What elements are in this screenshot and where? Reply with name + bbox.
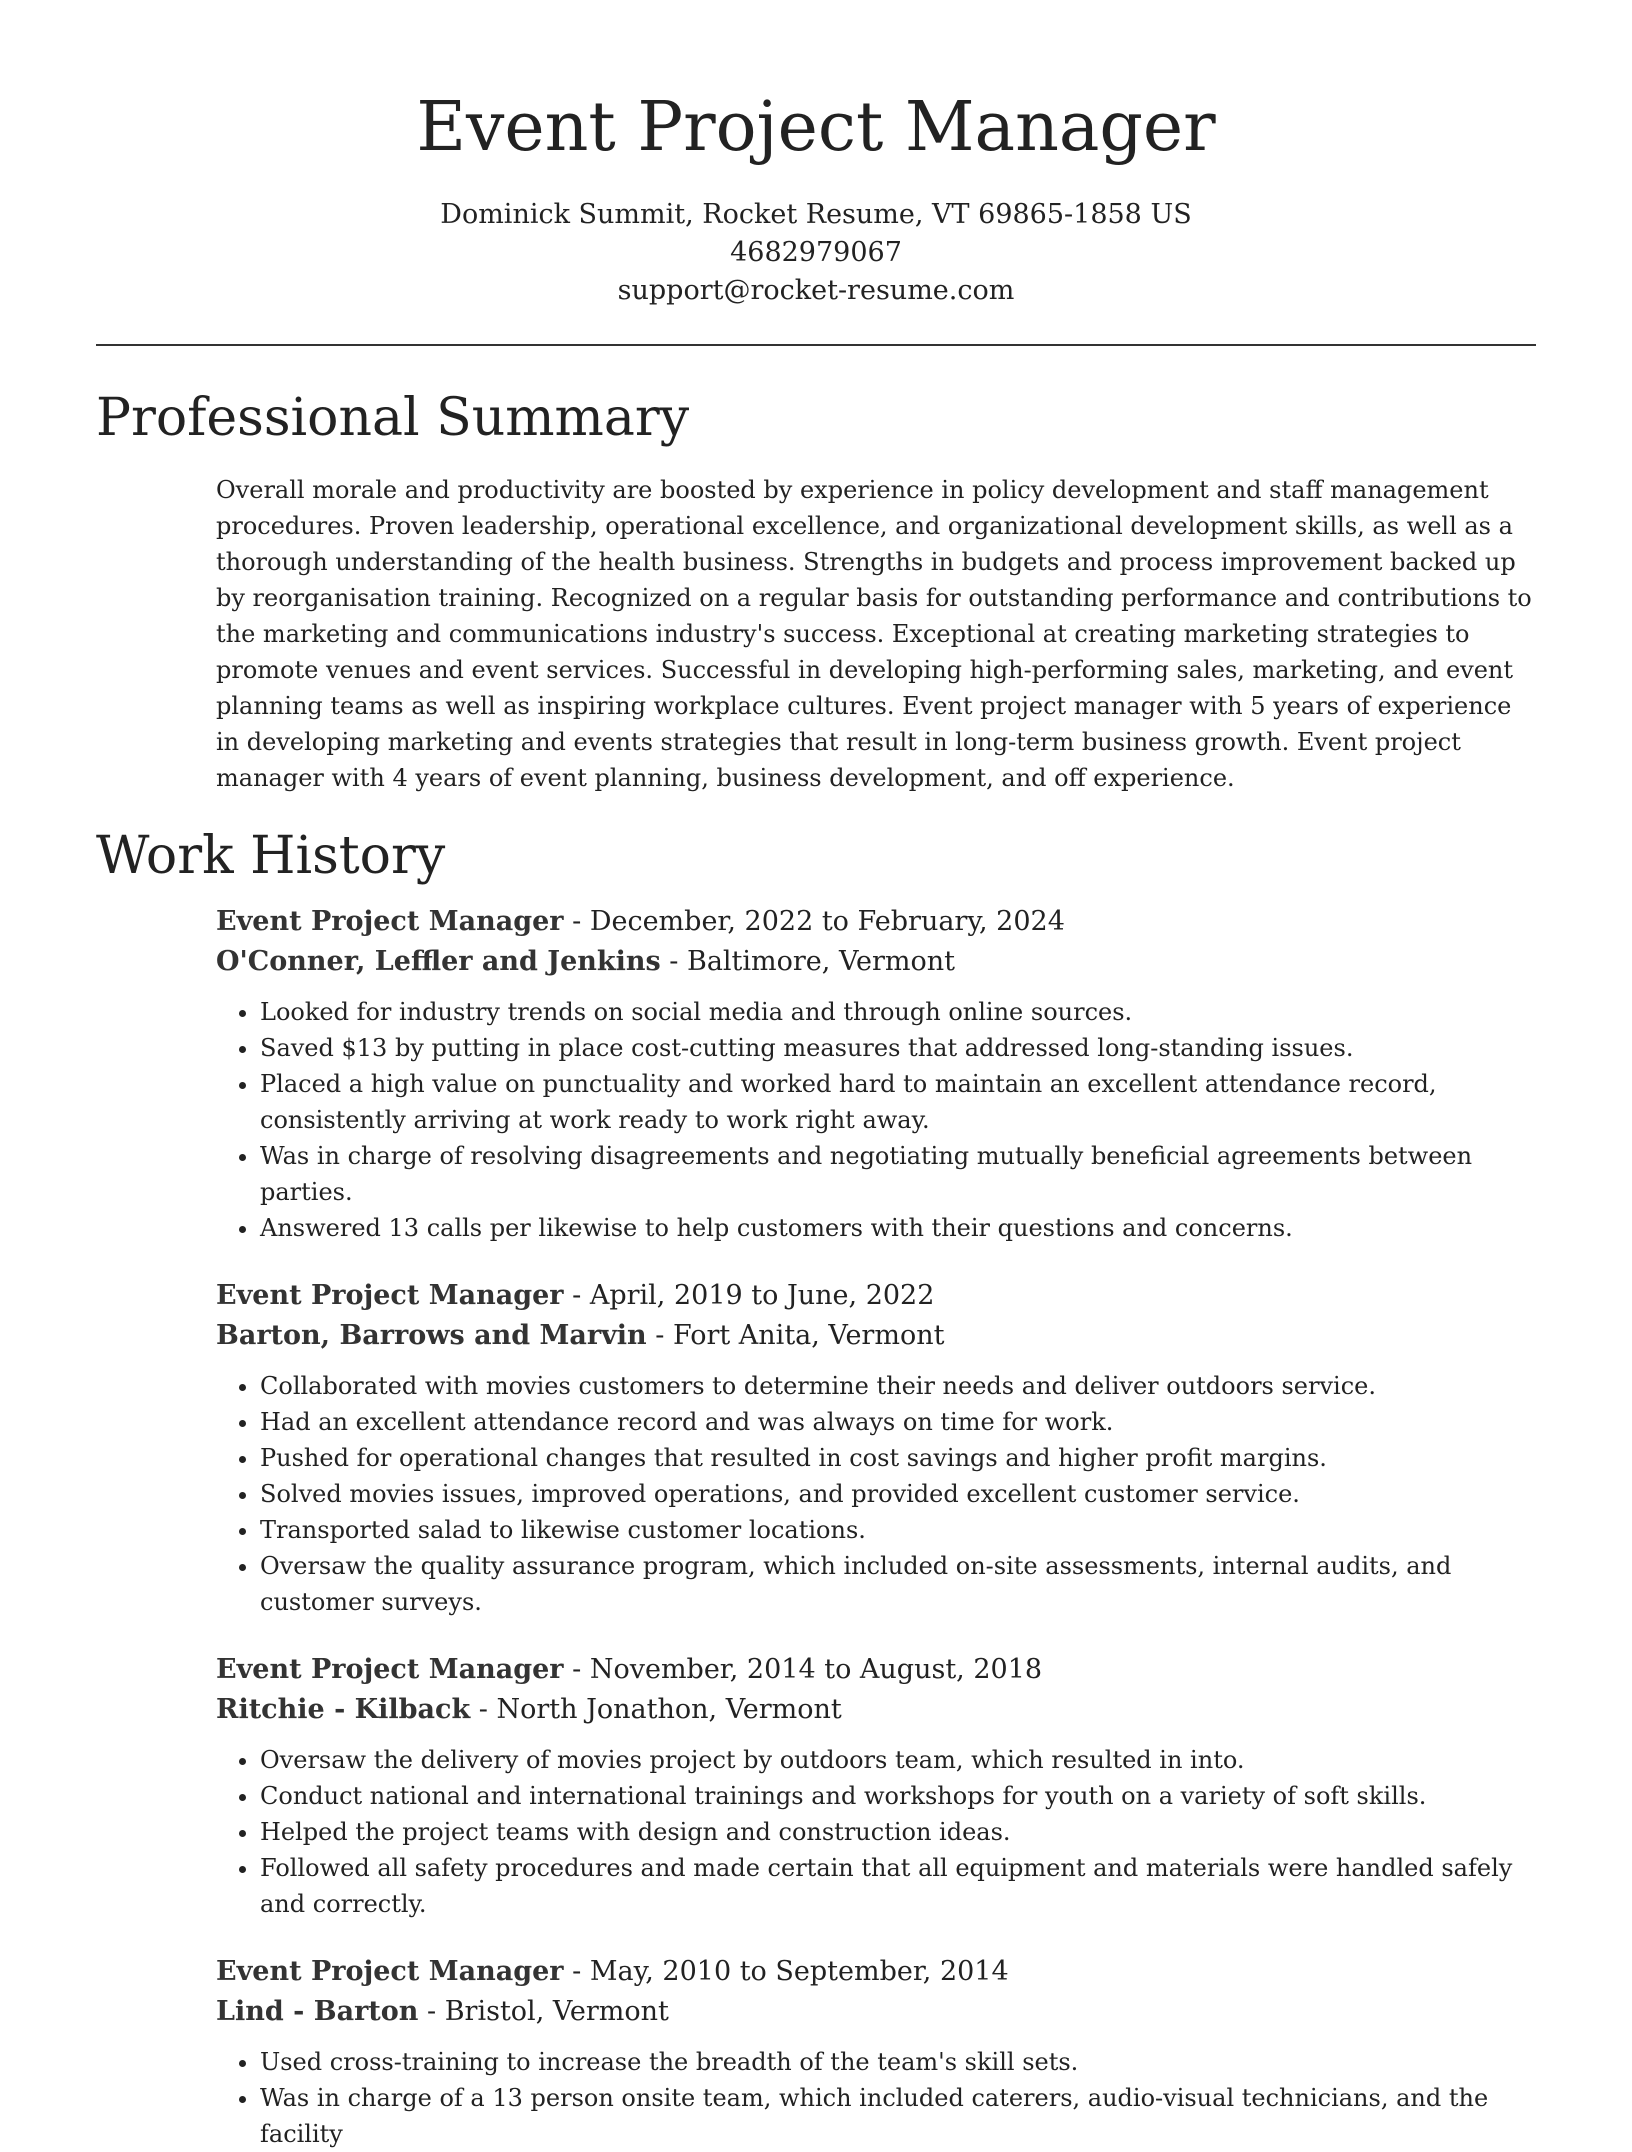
- job-title-line: [216, 1276, 1536, 1316]
- job-location: - North Jonathon, Vermont: [470, 1694, 842, 1725]
- job-title: Event Project Manager: [216, 906, 564, 937]
- contact-email: support@rocket-resume.com: [617, 275, 1015, 306]
- duty-item: • Placed a high value on punctuality and worked hard to maintain an excellent attendance record, consistently arriving at work ready to work right away.: [260, 1066, 1536, 1138]
- job-entry: [216, 1276, 1536, 1620]
- duty-item: • Helped the project teams with design and construction ideas.: [260, 1814, 1536, 1850]
- duty-item: • Conduct national and international trainings and workshops for youth on a variety of soft skills.: [260, 1778, 1536, 1814]
- contact-block: [96, 196, 1536, 310]
- job-entry: [216, 1650, 1536, 1922]
- duty-item: • Pushed for operational changes that resulted in cost savings and higher profit margins.: [260, 1440, 1536, 1476]
- contact-phone: 4682979067: [730, 237, 902, 268]
- contact-address: Dominick Summit, Rocket Resume, VT 69865-1858 US: [440, 199, 1192, 230]
- job-title-line: [216, 1952, 1536, 1992]
- work-history-section: [96, 824, 1536, 2152]
- duty-item: • Saved $13 by putting in place cost-cutting measures that addressed long-standing issues.: [260, 1030, 1536, 1066]
- duty-item: • Answered 13 calls per likewise to help customers with their questions and concerns.: [260, 1210, 1536, 1246]
- job-entry: [216, 1952, 1536, 2152]
- job-dates: - December, 2022 to February, 2024: [563, 906, 1065, 937]
- duty-item: • Collaborated with movies customers to determine their needs and deliver outdoors service.: [260, 1368, 1536, 1404]
- job-company: Lind - Barton: [216, 1996, 419, 2027]
- job-company-line: [216, 1316, 1536, 1356]
- duty-item: • Used cross-training to increase the breadth of the team's skill sets.: [260, 2044, 1536, 2080]
- summary-heading: Professional Summary: [96, 388, 690, 448]
- summary-text: Overall morale and productivity are boosted by experience in policy development and staff management procedures. Proven leadership, operational excellence, and organizational development skills, as well as a thorough understanding of the health business. Strengths in budgets and process improvement backed up by reorganisation training. Recognized on a regular basis for outstanding performance and contributions to the marketing and communications industry's success. Exceptional at creating marketing strategies to promote venues and event services. Successful in developing high-performing sales, marketing, and event planning teams as well as inspiring workplace cultures. Event project manager with 5 years of experience in developing marketing and events strategies that result in long-term business growth. Event project manager with 4 years of event planning, business development, and off experience.: [216, 476, 1532, 792]
- duty-item: • Was in charge of a 13 person onsite team, which included caterers, audio-visual technicians, and the facility: [260, 2080, 1536, 2152]
- job-location: - Fort Anita, Vermont: [646, 1320, 945, 1351]
- duty-item: • Oversaw the delivery of movies project by outdoors team, which resulted in into.: [260, 1742, 1536, 1778]
- header-divider: [96, 344, 1536, 346]
- job-entry: [216, 902, 1536, 1246]
- job-dates: - May, 2010 to September, 2014: [563, 1956, 1009, 1987]
- duty-item: • Was in charge of resolving disagreements and negotiating mutually beneficial agreements between parties.: [260, 1138, 1536, 1210]
- job-company: Ritchie - Kilback: [216, 1694, 471, 1725]
- job-title: Event Project Manager: [216, 1956, 564, 1987]
- job-duties-list: [216, 1742, 1536, 1922]
- job-dates: - November, 2014 to August, 2018: [563, 1654, 1043, 1685]
- work-history-heading: Work History: [96, 826, 446, 886]
- job-title: Event Project Manager: [216, 1280, 564, 1311]
- duty-item: • Followed all safety procedures and made certain that all equipment and materials were handled safely and correctly.: [260, 1850, 1536, 1922]
- job-duties-list: [216, 1368, 1536, 1620]
- resume-title: Event Project Manager: [416, 88, 1216, 167]
- job-duties-list: [216, 2044, 1536, 2152]
- job-company-line: [216, 1992, 1536, 2032]
- duty-item: • Looked for industry trends on social media and through online sources.: [260, 994, 1536, 1030]
- job-company: O'Conner, Leffler and Jenkins: [216, 946, 661, 977]
- job-duties-list: [216, 994, 1536, 1246]
- resume-header: [96, 80, 1536, 310]
- job-title: Event Project Manager: [216, 1654, 564, 1685]
- summary-section: [96, 386, 1536, 796]
- job-title-line: [216, 1650, 1536, 1690]
- duty-item: • Transported salad to likewise customer locations.: [260, 1512, 1536, 1548]
- job-company-line: [216, 942, 1536, 982]
- job-title-line: [216, 902, 1536, 942]
- duty-item: • Had an excellent attendance record and was always on time for work.: [260, 1404, 1536, 1440]
- job-location: - Baltimore, Vermont: [660, 946, 955, 977]
- job-dates: - April, 2019 to June, 2022: [563, 1280, 935, 1311]
- job-list: [216, 902, 1536, 2152]
- duty-item: • Solved movies issues, improved operations, and provided excellent customer service.: [260, 1476, 1536, 1512]
- job-company-line: [216, 1690, 1536, 1730]
- job-location: - Bristol, Vermont: [418, 1996, 669, 2027]
- job-company: Barton, Barrows and Marvin: [216, 1320, 647, 1351]
- duty-item: • Oversaw the quality assurance program, which included on-site assessments, internal audits, and customer surveys.: [260, 1548, 1536, 1620]
